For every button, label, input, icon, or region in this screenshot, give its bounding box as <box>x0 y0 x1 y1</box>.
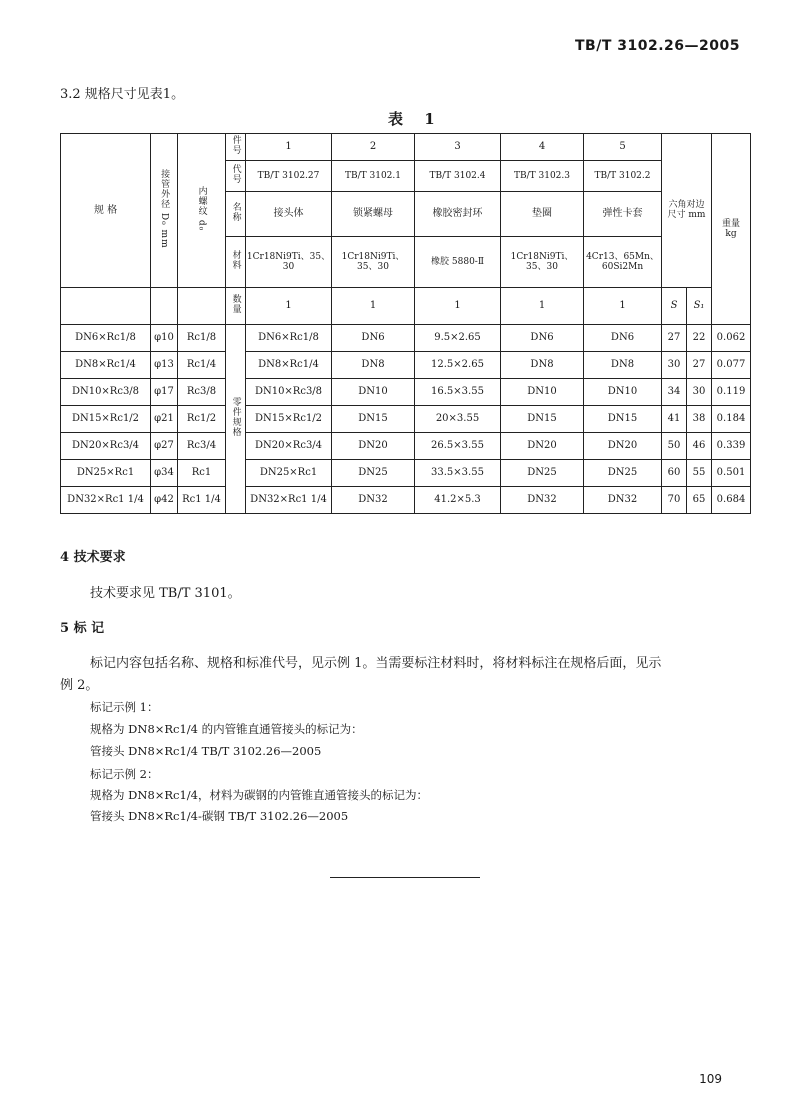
section-4-body: 技术要求见 TB/T 3101。 <box>90 586 241 601</box>
corner-code: 代号 <box>226 161 246 192</box>
parts-spec-label: 零件规格 <box>226 325 246 514</box>
row-thread: Rc3/4 <box>178 433 226 460</box>
row-p1: DN32×Rc1 1/4 <box>246 487 332 514</box>
example-1-description: 规格为 DN8×Rc1/4 的内管锥直通管接头的标记为： <box>90 722 363 736</box>
page-number: 109 <box>699 1072 722 1086</box>
row-p1: DN25×Rc1 <box>246 460 332 487</box>
part-no-4: 4 <box>501 134 584 161</box>
row-p1: DN15×Rc1/2 <box>246 406 332 433</box>
row-p4: DN32 <box>501 487 584 514</box>
row-od: φ13 <box>151 352 178 379</box>
row-p2: DN8 <box>332 352 415 379</box>
quantity-3: 1 <box>415 288 501 325</box>
row-spec: DN10×Rc3/8 <box>61 379 151 406</box>
row-od: φ10 <box>151 325 178 352</box>
row-p2: DN32 <box>332 487 415 514</box>
row-spec: DN20×Rc3/4 <box>61 433 151 460</box>
row-od: φ42 <box>151 487 178 514</box>
section-4-title: 4 技术要求 <box>60 550 126 565</box>
row-p2: DN6 <box>332 325 415 352</box>
part-code-3: TB/T 3102.4 <box>415 161 501 192</box>
col-header-thread: 内螺纹 d₀ <box>178 134 226 288</box>
row-p2: DN25 <box>332 460 415 487</box>
corner-material: 材料 <box>226 237 246 288</box>
row-spec: DN25×Rc1 <box>61 460 151 487</box>
part-material-4: 1Cr18Ni9Ti、35、30 <box>501 237 584 288</box>
row-p1: DN8×Rc1/4 <box>246 352 332 379</box>
row-s1: 65 <box>687 487 712 514</box>
part-name-3: 橡胶密封环 <box>415 192 501 237</box>
row-p4: DN6 <box>501 325 584 352</box>
section-3-2-text: 3.2 规格尺寸见表1。 <box>60 87 185 102</box>
row-spec: DN15×Rc1/2 <box>61 406 151 433</box>
part-no-2: 2 <box>332 134 415 161</box>
example-1-marking: 管接头 DN8×Rc1/4 TB/T 3102.26—2005 <box>90 744 322 758</box>
row-s: 34 <box>662 379 687 406</box>
row-s: 30 <box>662 352 687 379</box>
row-thread: Rc1 1/4 <box>178 487 226 514</box>
row-s1: 22 <box>687 325 712 352</box>
row-s: 50 <box>662 433 687 460</box>
part-code-2: TB/T 3102.1 <box>332 161 415 192</box>
row-weight: 0.501 <box>712 460 751 487</box>
col-header-hex: 六角对边尺寸 mm <box>662 134 712 288</box>
example-2-title: 标记示例 2： <box>90 767 159 781</box>
row-p1: DN10×Rc3/8 <box>246 379 332 406</box>
table-title: 表 1 <box>388 110 443 128</box>
col-header-weight: 重量 kg <box>712 134 751 325</box>
example-1-title: 标记示例 1： <box>90 700 159 714</box>
part-name-1: 接头体 <box>246 192 332 237</box>
table-row <box>61 325 751 352</box>
row-p5: DN25 <box>584 460 662 487</box>
corner-name: 名称 <box>226 192 246 237</box>
part-name-2: 锁紧螺母 <box>332 192 415 237</box>
part-material-3: 橡胶 5880-Ⅱ <box>415 237 501 288</box>
corner-quantity: 数量 <box>226 288 246 325</box>
row-p2: DN20 <box>332 433 415 460</box>
row-p3: 16.5×3.55 <box>415 379 501 406</box>
col-header-pipe-od: 接管外径 D₀ mm <box>151 134 178 288</box>
part-code-4: TB/T 3102.3 <box>501 161 584 192</box>
part-no-3: 3 <box>415 134 501 161</box>
quantity-5: 1 <box>584 288 662 325</box>
row-p5: DN8 <box>584 352 662 379</box>
part-material-1: 1Cr18Ni9Ti、35、30 <box>246 237 332 288</box>
row-weight: 0.184 <box>712 406 751 433</box>
row-weight: 0.339 <box>712 433 751 460</box>
blank-thread-cell <box>178 288 226 325</box>
row-spec: DN6×Rc1/8 <box>61 325 151 352</box>
row-p5: DN15 <box>584 406 662 433</box>
row-thread: Rc1 <box>178 460 226 487</box>
row-p5: DN20 <box>584 433 662 460</box>
quantity-2: 1 <box>332 288 415 325</box>
row-od: φ27 <box>151 433 178 460</box>
table-row <box>61 460 751 487</box>
row-thread: Rc1/4 <box>178 352 226 379</box>
row-p4: DN10 <box>501 379 584 406</box>
standard-number-header: TB/T 3102.26—2005 <box>575 38 740 54</box>
row-p3: 9.5×2.65 <box>415 325 501 352</box>
row-thread: Rc3/8 <box>178 379 226 406</box>
example-2-description: 规格为 DN8×Rc1/4，材料为碳钢的内管锥直通管接头的标记为： <box>90 788 428 802</box>
col-header-spec: 规 格 <box>61 134 151 288</box>
row-p4: DN15 <box>501 406 584 433</box>
part-material-5: 4Cr13、65Mn、60Si2Mn <box>584 237 662 288</box>
row-p2: DN10 <box>332 379 415 406</box>
row-s1: 38 <box>687 406 712 433</box>
row-p1: DN6×Rc1/8 <box>246 325 332 352</box>
row-spec: DN8×Rc1/4 <box>61 352 151 379</box>
quantity-4: 1 <box>501 288 584 325</box>
table-row <box>61 379 751 406</box>
row-s: 27 <box>662 325 687 352</box>
row-od: φ34 <box>151 460 178 487</box>
row-p5: DN6 <box>584 325 662 352</box>
example-2-marking: 管接头 DN8×Rc1/4-碳钢 TB/T 3102.26—2005 <box>90 809 349 823</box>
row-od: φ17 <box>151 379 178 406</box>
part-no-5: 5 <box>584 134 662 161</box>
row-p4: DN20 <box>501 433 584 460</box>
part-no-1: 1 <box>246 134 332 161</box>
row-s: 41 <box>662 406 687 433</box>
row-weight: 0.684 <box>712 487 751 514</box>
row-s1: 27 <box>687 352 712 379</box>
section-5-body-line1: 标记内容包括名称、规格和标准代号，见示例 1。当需要标注材料时，将材料标注在规格后面，见示 <box>90 656 662 671</box>
table-row <box>61 433 751 460</box>
row-s: 60 <box>662 460 687 487</box>
part-code-1: TB/T 3102.27 <box>246 161 332 192</box>
part-name-4: 垫圈 <box>501 192 584 237</box>
hex-s1-header: S₁ <box>687 288 712 325</box>
row-weight: 0.119 <box>712 379 751 406</box>
section-5-body-line2: 例 2。 <box>60 678 99 693</box>
quantity-1: 1 <box>246 288 332 325</box>
row-s: 70 <box>662 487 687 514</box>
table-row <box>61 406 751 433</box>
row-p3: 41.2×5.3 <box>415 487 501 514</box>
row-thread: Rc1/2 <box>178 406 226 433</box>
row-thread: Rc1/8 <box>178 325 226 352</box>
table-row <box>61 352 751 379</box>
row-p3: 12.5×2.65 <box>415 352 501 379</box>
part-material-2: 1Cr18Ni9Ti、35、30 <box>332 237 415 288</box>
blank-spec-cell <box>61 288 151 325</box>
row-p2: DN15 <box>332 406 415 433</box>
row-s1: 46 <box>687 433 712 460</box>
part-code-5: TB/T 3102.2 <box>584 161 662 192</box>
row-p5: DN32 <box>584 487 662 514</box>
row-p3: 20×3.55 <box>415 406 501 433</box>
row-p4: DN25 <box>501 460 584 487</box>
row-p3: 33.5×3.55 <box>415 460 501 487</box>
table-row <box>61 487 751 514</box>
row-p4: DN8 <box>501 352 584 379</box>
row-p1: DN20×Rc3/4 <box>246 433 332 460</box>
row-od: φ21 <box>151 406 178 433</box>
part-name-5: 弹性卡套 <box>584 192 662 237</box>
row-spec: DN32×Rc1 1/4 <box>61 487 151 514</box>
end-rule-divider <box>330 877 480 878</box>
section-5-title: 5 标 记 <box>60 621 105 636</box>
row-s1: 30 <box>687 379 712 406</box>
row-weight: 0.077 <box>712 352 751 379</box>
row-weight: 0.062 <box>712 325 751 352</box>
row-s1: 55 <box>687 460 712 487</box>
row-p3: 26.5×3.55 <box>415 433 501 460</box>
spec-table <box>60 133 751 514</box>
row-p5: DN10 <box>584 379 662 406</box>
hex-s-header: S <box>662 288 687 325</box>
corner-part-no: 件号 <box>226 134 246 161</box>
blank-od-cell <box>151 288 178 325</box>
